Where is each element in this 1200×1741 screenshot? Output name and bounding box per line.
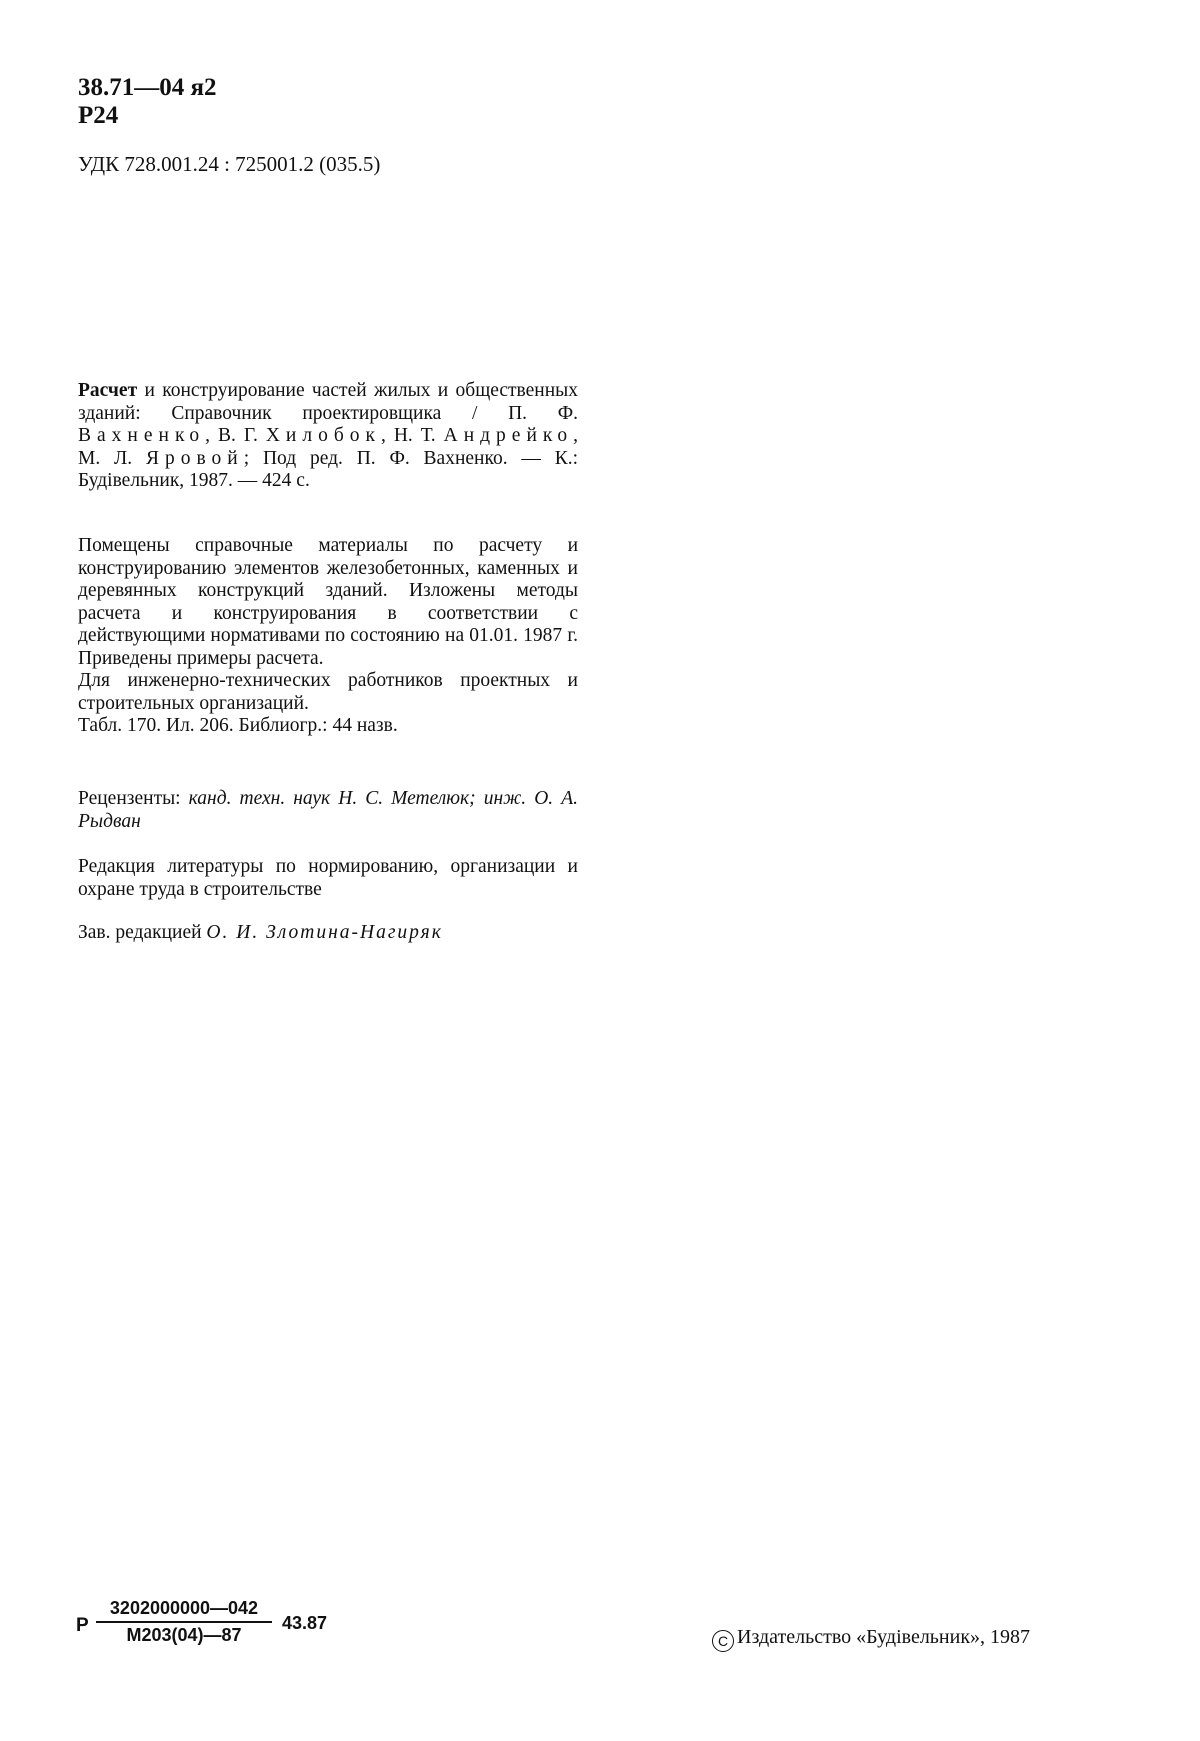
udk-code: УДК 728.001.24 : 725001.2 (035.5) bbox=[78, 152, 381, 176]
annotation-author-4: Яровой bbox=[145, 447, 244, 469]
annotation-separator-1: , В. Г. bbox=[205, 425, 266, 446]
publication-code-fraction bbox=[96, 1598, 272, 1646]
annotation-tail: ; Под ред. П. Ф. Вахненко. — К.: Будівельник, 1987. — 424 с. bbox=[78, 447, 578, 491]
annotation-title-rest: и конструирование частей жилых и общественных зданий: Справочник проектировщика / П. Ф. bbox=[78, 380, 578, 424]
bbk-code: 38.71—04 я2 bbox=[78, 74, 217, 101]
annotation-separator-3: , М. Л. bbox=[78, 425, 578, 469]
reviewers-label: Рецензенты: bbox=[78, 788, 189, 809]
publication-code-letter: Р bbox=[76, 1615, 89, 1636]
copyright-line bbox=[712, 1626, 1030, 1652]
publication-code-denominator: М203(04)—87 bbox=[126, 1625, 242, 1645]
author-sign: Р24 bbox=[78, 102, 119, 129]
reviewers bbox=[78, 788, 578, 833]
bbk-index bbox=[78, 74, 217, 130]
abstract bbox=[78, 535, 578, 738]
redaction-line: Редакция литературы по нормированию, организации и охране труда в строительстве bbox=[78, 856, 578, 900]
publication-price-code: 43.87 bbox=[282, 1613, 328, 1633]
editor-label: Зав. редакцией bbox=[78, 922, 207, 943]
annotation-separator-2: , Н. Т. bbox=[380, 425, 444, 446]
reviewers-names: канд. техн. наук Н. С. Метелюк; инж. О. А. Рыдван bbox=[78, 788, 578, 832]
bibliographic-annotation bbox=[78, 380, 578, 493]
copyright-text: Издательство «Будівельник», 1987 bbox=[737, 1626, 1031, 1648]
publication-code-numerator: 3202000000—042 bbox=[96, 1598, 272, 1623]
annotation-title-word: Расчет bbox=[78, 380, 138, 401]
audience-paragraph: Для инженерно-технических работников проектных и строительных организаций. bbox=[78, 670, 578, 714]
copyright-icon: C bbox=[712, 1630, 734, 1652]
annotation-author-1: Вахненко bbox=[78, 425, 206, 446]
editor-name: О. И. Злотина-Нагиряк bbox=[206, 922, 443, 943]
annotation-author-2: Хилобок bbox=[265, 425, 381, 446]
stats-paragraph: Табл. 170. Ил. 206. Библиогр.: 44 назв. bbox=[78, 715, 398, 736]
editor-line bbox=[78, 922, 578, 945]
abstract-paragraph: Помещены справочные материалы по расчету и конструированию элементов железобетонных, каменных и деревянных конструкций зданий. Изложены методы расчета и конструирования в соответствии с действующими нормативами по состоянию на 01.01. 1987 г. Приведены примеры расчета. bbox=[78, 535, 578, 669]
annotation-author-3: Андрейко bbox=[443, 425, 574, 446]
